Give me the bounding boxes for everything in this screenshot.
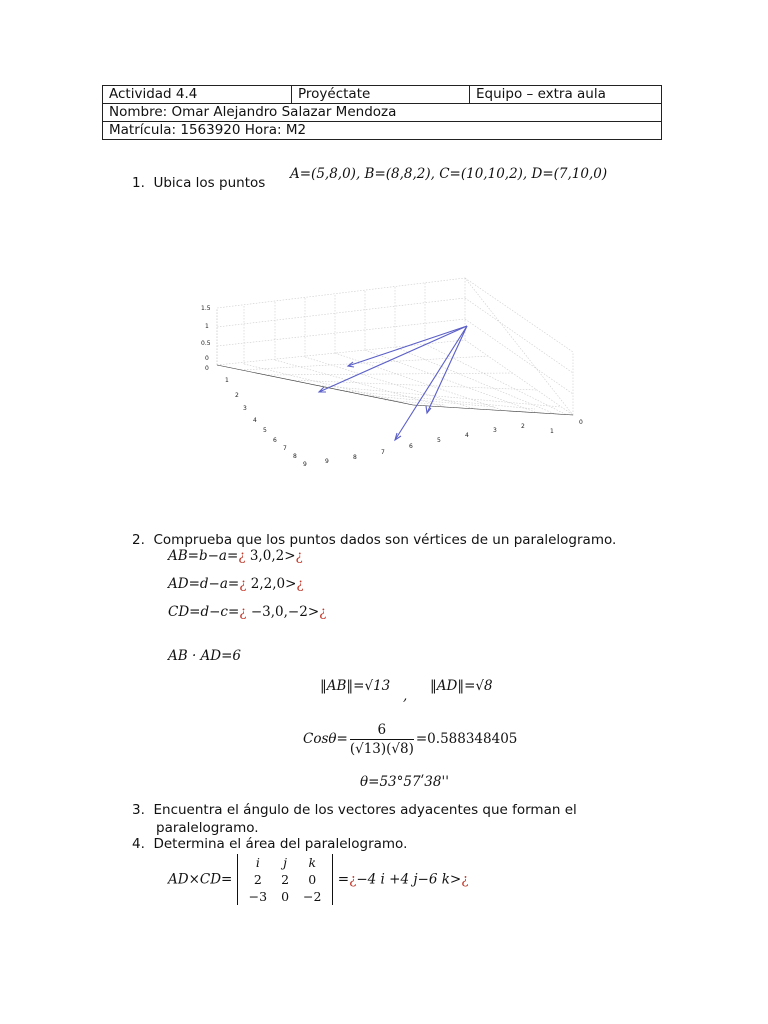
theta-value: θ=53°57ʹ38'' xyxy=(360,774,449,790)
front-tick: 1 xyxy=(550,428,554,435)
det-cell: k xyxy=(308,855,317,870)
ad-inv-q: ¿ xyxy=(239,576,247,592)
ab-lhs: AB=b−a= xyxy=(168,548,239,564)
front-tick: 2 xyxy=(521,423,525,430)
cd-inv-q: ¿ xyxy=(239,604,247,620)
x-tick: 0 xyxy=(205,365,209,372)
header-table xyxy=(102,85,662,140)
ab-inv-q-end: ¿ xyxy=(295,548,303,564)
cd-lhs: CD=d−c= xyxy=(168,604,240,620)
ab-equation xyxy=(168,548,303,564)
q4-number: 4. xyxy=(132,836,145,852)
q3-line xyxy=(132,802,577,818)
det-cell: 0 xyxy=(308,872,317,887)
det-cell: 2 xyxy=(253,872,262,887)
cross-rhs: −4 i +4 j−6 k> xyxy=(356,871,462,888)
norm-comma: , xyxy=(403,688,408,704)
q3-text-2: paralelogramo. xyxy=(156,820,259,836)
ad-lhs: AD=d−a= xyxy=(168,576,240,592)
ab-inv-q: ¿ xyxy=(238,548,246,564)
x-tick: 8 xyxy=(293,453,297,460)
front-tick: 5 xyxy=(437,437,441,444)
q1-text: Ubica los puntos xyxy=(153,175,266,191)
q4-line xyxy=(132,836,407,852)
dot-product: AB · AD=6 xyxy=(168,648,242,664)
cos-fraction xyxy=(350,722,414,757)
ad-val: 2,2,0> xyxy=(250,576,297,592)
cos-lhs: Cosθ= xyxy=(303,731,348,747)
ad-inv-q-end: ¿ xyxy=(296,576,304,592)
front-tick: 0 xyxy=(579,419,583,426)
cd-equation xyxy=(168,604,326,620)
q3-text-1: Encuentra el ángulo de los vectores adyacentes que forman el xyxy=(153,802,577,818)
cross-inv-q-end: ¿ xyxy=(461,871,469,888)
cos-denominator: (√13)(√8) xyxy=(349,741,414,757)
det-cell: 0 xyxy=(281,889,290,904)
x-tick: 2 xyxy=(235,392,239,399)
cross-lhs: AD×CD= xyxy=(168,871,233,888)
x-tick: 6 xyxy=(273,437,277,444)
cos-numerator: 6 xyxy=(350,722,414,740)
norm-ab: ‖AB‖=√13 xyxy=(320,678,391,694)
cross-product xyxy=(168,854,468,905)
det-cell: j xyxy=(283,855,288,870)
q1-line xyxy=(132,175,265,191)
cos-value: =0.588348405 xyxy=(415,731,518,747)
vector-lines xyxy=(319,326,467,440)
front-tick: 9 xyxy=(325,458,329,465)
det-cell: −2 xyxy=(303,889,322,904)
cd-inv-q-end: ¿ xyxy=(319,604,327,620)
q1-points: A=(5,8,0), B=(8,8,2), C=(10,10,2), D=(7,10,0) xyxy=(290,166,608,182)
det-cell: i xyxy=(255,855,260,870)
q2-text: Comprueba que los puntos dados son vértices de un paralelogramo. xyxy=(153,532,617,548)
cross-eq: = xyxy=(337,871,350,888)
x-tick: 7 xyxy=(283,445,287,452)
x-tick: 3 xyxy=(243,405,247,412)
determinant xyxy=(237,854,334,905)
x-tick: 5 xyxy=(263,427,267,434)
project-cell: Proyéctate xyxy=(292,86,470,104)
det-cell: −3 xyxy=(248,889,268,904)
activity-cell: Actividad 4.4 xyxy=(103,86,292,104)
front-tick: 8 xyxy=(353,454,357,461)
front-tick: 4 xyxy=(465,432,469,439)
ab-val: 3,0,2> xyxy=(249,548,296,564)
q4-text: Determina el área del paralelogramo. xyxy=(153,836,408,852)
front-tick: 7 xyxy=(381,449,385,456)
z-tick: 0.5 xyxy=(201,340,211,347)
team-cell: Equipo – extra aula xyxy=(470,86,662,104)
z-tick: 1 xyxy=(205,323,209,330)
cross-inv-q: ¿ xyxy=(349,871,357,888)
q3-number: 3. xyxy=(132,802,145,818)
vector-3d-plot xyxy=(195,270,595,470)
det-cell: 2 xyxy=(281,872,290,887)
q2-line xyxy=(132,532,616,548)
x-tick: 9 xyxy=(303,461,307,468)
z-tick: 1.5 xyxy=(201,305,211,312)
front-tick: 3 xyxy=(493,427,497,434)
norm-ad: ‖AD‖=√8 xyxy=(430,678,493,694)
cd-val: −3,0,−2> xyxy=(250,604,320,620)
q1-number: 1. xyxy=(132,175,145,191)
x-tick: 4 xyxy=(253,417,257,424)
ad-equation xyxy=(168,576,304,592)
z-tick: 0 xyxy=(205,355,209,362)
front-tick: 6 xyxy=(409,443,413,450)
name-cell: Nombre: Omar Alejandro Salazar Mendoza xyxy=(103,104,662,122)
q2-number: 2. xyxy=(132,532,145,548)
x-tick: 1 xyxy=(225,377,229,384)
cos-equation xyxy=(303,722,517,757)
id-hour-cell: Matrícula: 1563920 Hora: M2 xyxy=(103,122,662,140)
